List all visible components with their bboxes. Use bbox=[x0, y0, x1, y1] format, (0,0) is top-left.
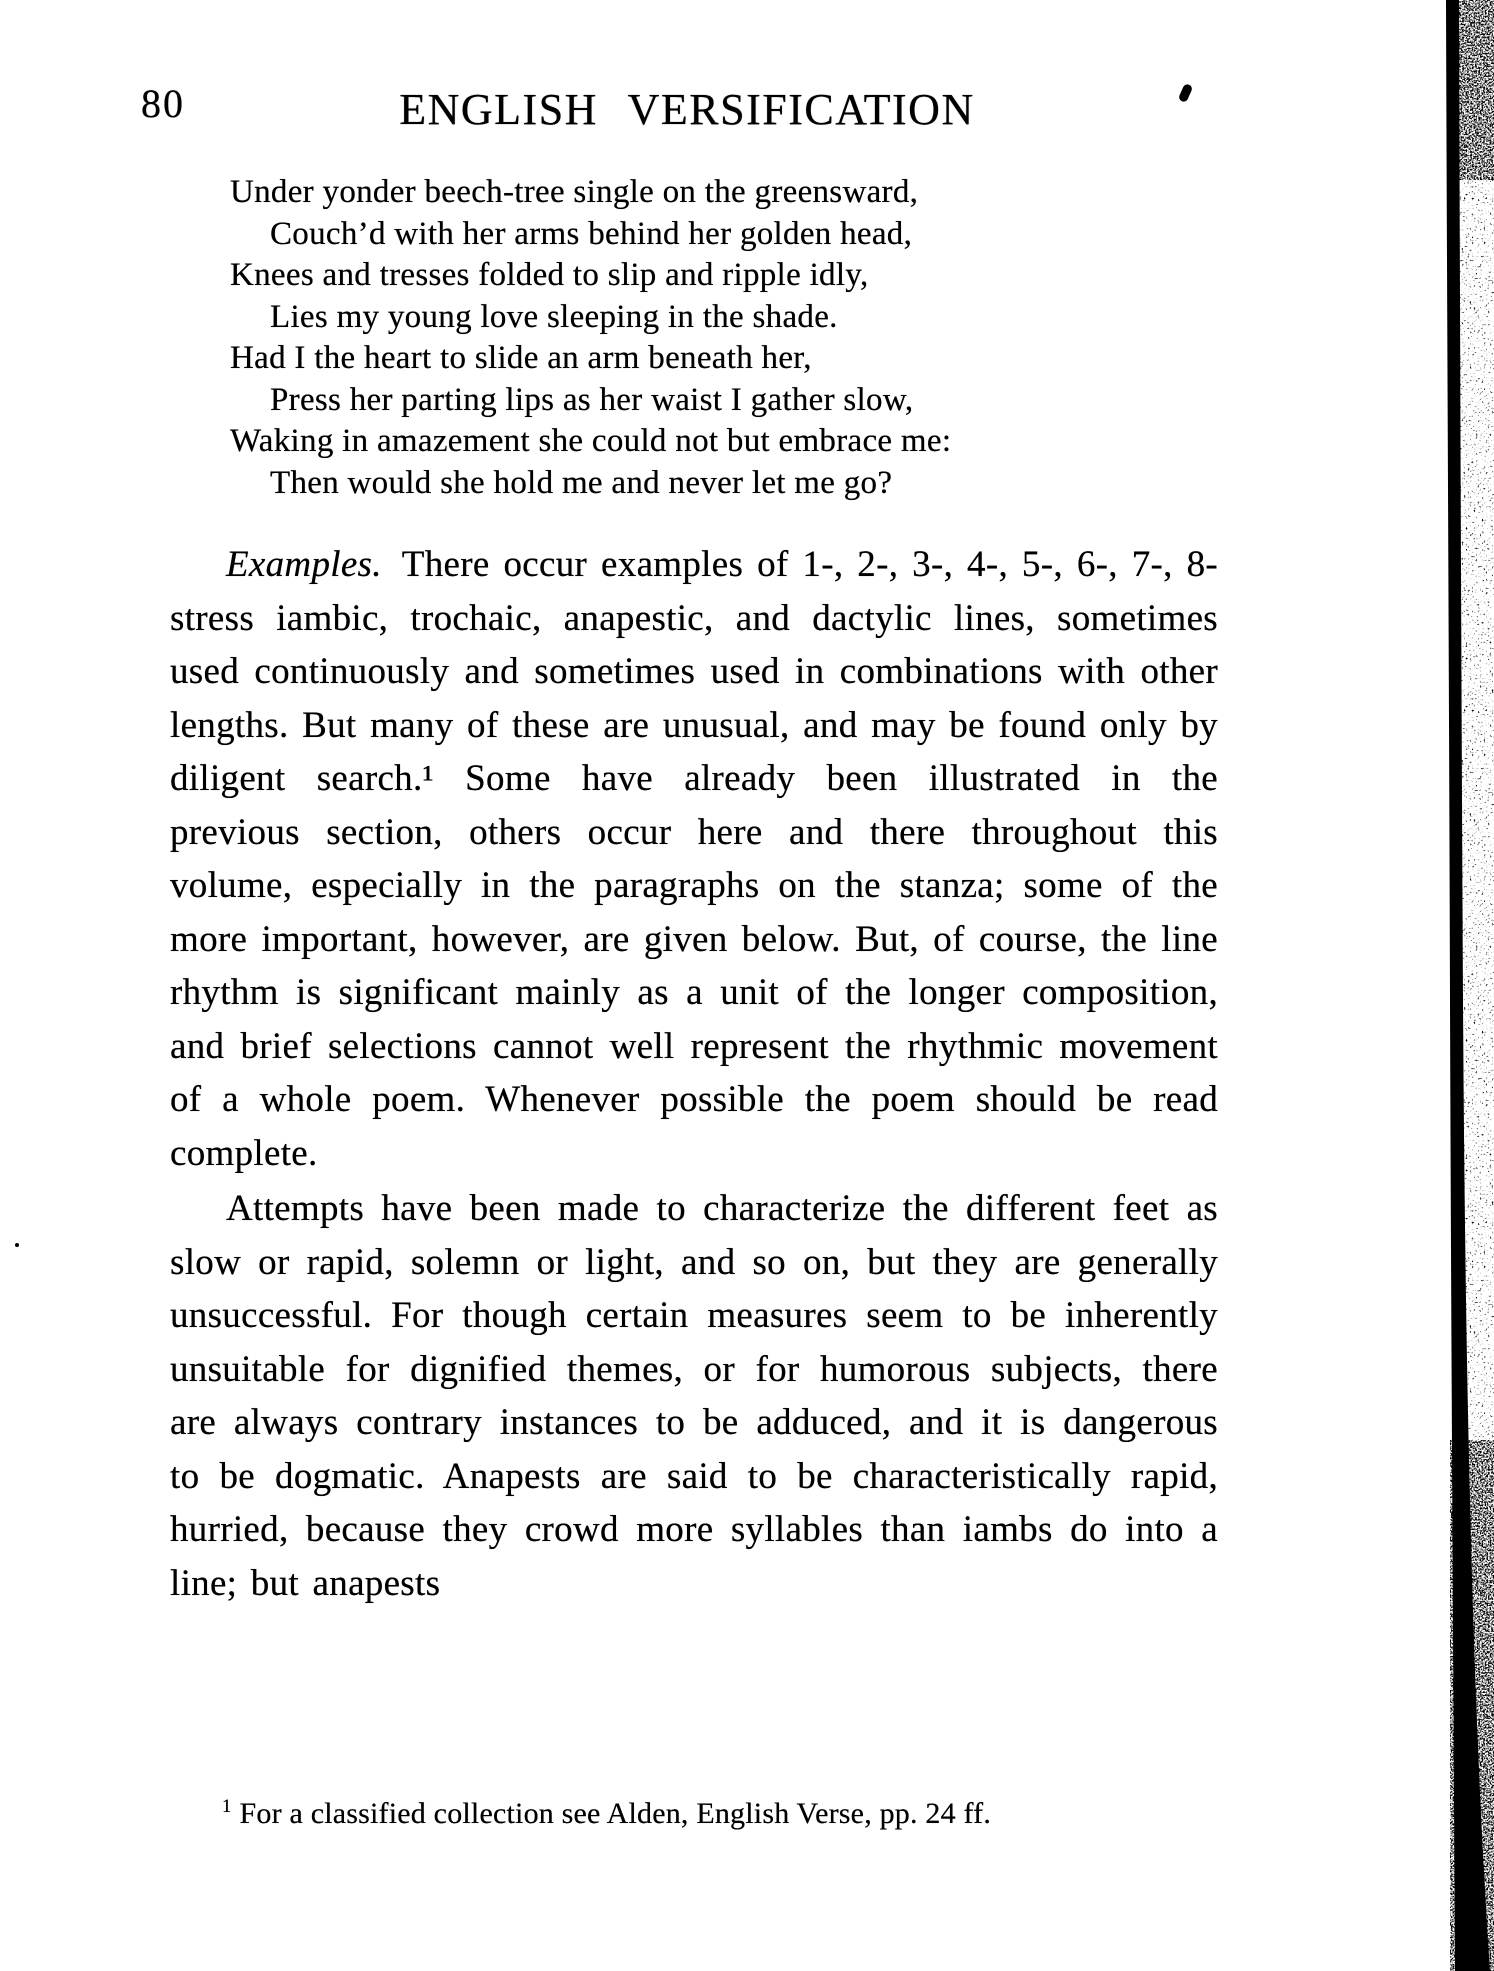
paragraph-attempts: Attempts have been made to characterize the different feet as slow or rapid, solemn or light, and so on, but they are generally unsuccessful. For though certain measures seem to be inherently unsuitable for dignified themes, or for humorous subjects, there are always contrary instances to be adduced, and it is dangerous to be dogmatic. Anapests are said to be characteristically rapid, hurried, because they crowd more syllables than iambs do into a line; but anapests bbox=[170, 1188, 1218, 1604]
scan-edge-artifact bbox=[1424, 0, 1494, 1971]
poem-line: Couch’d with her arms behind her golden head, bbox=[270, 215, 913, 252]
poem-block bbox=[230, 172, 951, 504]
footnote bbox=[222, 1796, 991, 1831]
footnote-marker: 1 bbox=[222, 1796, 232, 1817]
poem-line: Knees and tresses folded to slip and ripple idly, bbox=[230, 257, 869, 293]
poem-line: Under yonder beech-tree single on the greensward, bbox=[230, 174, 919, 210]
paragraph-lead-word: Examples. bbox=[226, 544, 382, 585]
poem-line: Lies my young love sleeping in the shade. bbox=[270, 298, 838, 335]
paragraph-examples bbox=[170, 538, 1218, 1180]
running-title: ENGLISH VERSIFICATION bbox=[399, 85, 975, 134]
margin-speck bbox=[15, 1243, 19, 1247]
poem-line: Waking in amazement she could not but embrace me: bbox=[230, 423, 952, 459]
footnote-text: For a classified collection see Alden, English Verse, pp. 24 ff. bbox=[239, 1797, 992, 1830]
poem-line: Had I the heart to slide an arm beneath her, bbox=[230, 340, 812, 376]
poem-line: Press her parting lips as her waist I gather slow, bbox=[270, 381, 914, 418]
paragraph-text: There occur examples of 1-, 2-, 3-, 4-, 5-, 6-, 7-, 8-stress iambic, trochaic, anapestic, and dactylic lines, sometimes used continuously and sometimes used in combinations with other lengths. But many of these are unusual, and may be found only by diligent search.¹ Some have already been illustrated in the previous section, others occur here and there throughout this volume, especially in the paragraphs on the stanza; some of the more important, however, are given below. But, of course, the line rhythm is significant mainly as a unit of the longer composition, and brief selections cannot well represent the rhythmic movement of a whole poem. Whenever possible the poem should be read complete. bbox=[170, 544, 1218, 1174]
page-number: 80 bbox=[141, 81, 185, 126]
poem-line: Then would she hold me and never let me go? bbox=[270, 464, 893, 501]
body-text bbox=[170, 538, 1218, 1610]
